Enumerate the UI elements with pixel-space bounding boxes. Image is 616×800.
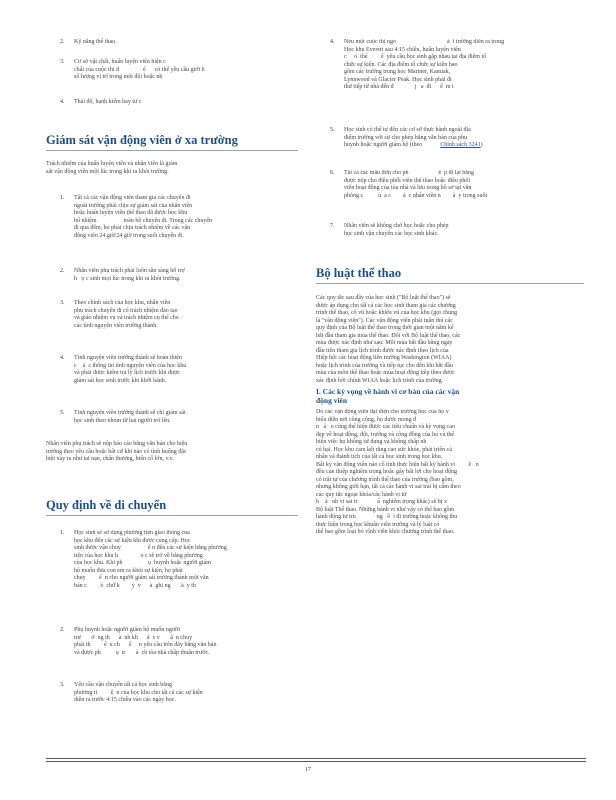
subsection-heading: I. Các kỳ vọng về hành vi cơ bản của các vận động viên: [316, 387, 460, 405]
list-number: 6.: [330, 170, 335, 176]
list-number: 4.: [60, 355, 65, 361]
list-number: 4.: [330, 39, 335, 45]
list-item-text: Tất cả các vận động viên tham gia các chuyến đi ngoài trường phải chịu sự giám sát của nhân viên hoặc huấn luyện viên thể thao đã được học khu bổ nhiệm toàn bộ chuyến đi. Trong các chuyến đi qua đêm, họ phải chịu trách nhiệm về các vận động viên 24 giờ/24 giờ trong suốt chuyến đi.: [74, 195, 212, 239]
list-item-text: Nhân viên sẽ không chở học hoặc cho phép học sinh vận chuyển các học sinh khác.: [344, 223, 449, 237]
footer-rule: [46, 758, 586, 759]
section-paragraph: Các quy tắc sau đây của học sinh ("Bộ luật thể thao") sẽ được áp dụng cho tất cả các học sinh tham gia các chương trình thể thao, cổ vũ hoặc khiêu vũ của học khu (gọi chung là "vận động viên"). Các vận động viên phải tuân thủ các quy định của Bộ luật thể thao trong thời gian một năm kể bắt đầu tham gia mùa thể thao. Đối với Bộ luật thể thao, các mùa được xác định như sau: Mỗi mùa bắt đầu bằng ngày đầu tiên tham gia lịch trình được xác định theo lịch của Hiệp hội các hoạt động liên trường Washington (WIAA) hoặc lịch trình của trường và tiếp tục cho đến khi bắt đầu mùa của môn thể thao hoặc mùa hoạt động tiếp theo được xác định bởi chính WIAA hoặc lịch trình của trường.: [316, 295, 461, 384]
list-item-text: Kỹ năng thể thao.: [74, 39, 117, 45]
list-number: 1.: [60, 195, 65, 201]
heading-rule: [316, 283, 584, 284]
list-item-text: Phụ huynh hoặc người giám hộ muốn người trư ở ng th à nh kh á c v ậ n chuy phát th ể u ch ế n yêu cầu trên đây bằng văn bản và được ph ụ tr á ch tòa nhà chấp thuận trước.: [74, 627, 217, 656]
list-item-text: Học sinh có thể tự đến các cơ sở thực hành ngoài địa điểm trường với sự cho phép bằng văn bản của phụ huynh hoặc người giám hộ (theo Chính sách 3241): [344, 127, 483, 148]
list-item-text: Tất cả các mẫu đơn cho ph ế p đi lại bằng được nộp cho điều phối viên thể thao hoặc điều phối viên hoạt động của tòa nhà và lưu trong hồ sơ tại văn phòng c ủ a c á c nhân viên n à y trong suốt: [344, 170, 488, 199]
list-number: 5.: [330, 127, 335, 133]
section-heading: Giám sát vận động viên ở xa trường: [46, 133, 238, 147]
list-number: 2.: [60, 39, 65, 45]
footer-rule: [46, 761, 586, 762]
list-item-text: Thái độ, hạnh kiểm hay tư c: [74, 99, 142, 105]
list-number: 4.: [60, 99, 65, 105]
heading-rule: [46, 515, 298, 516]
subsection-paragraph: Do các vận động viên đại diện cho trường học của họ v biểu diễn nơi công cộng, họ được mong đ n ả o cũng thể hiện được các tiêu chuẩn và kỳ vọng cao đẹp về hoạt động, đội, trường và cộng đồng của họ và thể hiện việc họ không sử dụng và không chấp nh có hại. Học khu cam kết rằng cao sức khỏe, phát triển cá nhân và thành tích của tất cả học sinh trong học khu. Bất kỳ vận động viên nào cố tình thực hiện bất kỳ hành vi ề n đều can thiệp nghiêm trọng hoặc gây bất lợi cho hoạt động có trật tự của chương trình thể thao của trường (bao gồm, nhưng không giới hạn, tất cả các hành vi sai trái bị cấm theo các quy tắc ngoại khóa/các hành vi từ h à nh vi sai tr ấ nghiêm trọng khác) sẽ bị x Bộ luật Thể thao. Những hành vi như vậy có thể bao gồm hành động tư tru ng ồ i đi trường hoặc không thu thực hiện trong học khuân viên trường và lý luật có thể bao gồm loại bỏ vĩnh viễn khỏi chương trình thể thao.: [316, 409, 479, 535]
list-item-text: Nếu một cuộc thi ngo à i trường diễn ra trong Học khu Everett sau 4:15 chiều, huấn luyện viên c ó thể ể yêu cầu học sinh gặp nhau tại địa điểm tổ chức sự kiện. Các địa điểm tổ chức sự kiện bao gồm các trường trung học Mariner, Kamiak, Lynnwood và Glacier Peak. Học sinh phải đi thử tiếp từ nhà đến đ j a đi ể m t: [344, 39, 505, 90]
list-item-text: Yêu cầu vận chuyển tất cả học sinh bằng phương ti ệ n của học khu cho tất cả các sự kiện diễn ra trước 4:15 chiều vào các ngày học.: [74, 682, 203, 703]
list-number: 5.: [60, 410, 65, 416]
list-number: 2.: [60, 627, 65, 633]
page-number: 17: [305, 767, 311, 773]
list-item-text: Theo chính sách của học khu, nhân viên phụ trách chuyến đi có trách nhiệm đảo tạo và giáo nhiệm vụ và trách nhiệm cụ thể cho các tình nguyện viên trường thành.: [74, 300, 179, 329]
section-intro: Trách nhiệm của huấn luyện viên và nhân viên là giám sát vận động viên một lúc trong khi ra khỏi trường.: [46, 161, 178, 175]
section-outro: Nhân viên phụ trách sẽ nộp báo cáo bằng văn bản cho hiệu trưởng theo yêu cầu hoặc bất cứ khi nào có tình huống đặc biệt xảy ra như tai nạn, chấn thương, biến cố lớn, v.v.: [46, 441, 188, 462]
list-item-body: Học sinh có thể tự đến các cơ sở thực hành ngoài địa điểm trường với sự cho phép bằng văn bản của phụ huynh hoặc người giám hộ (theo: [344, 127, 471, 148]
list-item-text: Nhân viên phụ trách phải luôn sẵn sàng hỗ trợ h ọ c sinh mọi lúc trong khi ra khỏi trường.: [74, 268, 185, 282]
list-item-text: Tình nguyện viên trưởng thành sẽ hoàn thiện c ả c thông tin tình nguyện viên của học khu và phải được kiểm tra lý lịch trước khi được giám sát học sinh trước khi khởi hành.: [74, 355, 187, 384]
section-heading: Quy định về di chuyển: [46, 498, 167, 512]
list-number: 3.: [60, 59, 65, 65]
list-number: 3.: [60, 682, 65, 688]
heading-rule: [46, 150, 298, 151]
list-number: 1.: [60, 530, 65, 536]
section-heading: Bộ luật thể thao: [316, 266, 402, 280]
list-number: 2.: [60, 268, 65, 274]
list-number: 7.: [330, 223, 335, 229]
list-item-text: Học sinh sẽ sử dụng phương tiện giao thông của học khu đến các sự kiện khi được cung cấp. Học sinh được vận chuy ể n đến các sự kiện bằng phương tiện của học khu h ọ c sẽ trở về bằng phương của học khu. Khi ph ụ huynh hoặc người giám hộ muốn đưa con em ra khỏi sự kiện, họ phải chuy ể n cho người giám sát trường thành một văn bản c ó chữ k ý v à ghi ng à y th: [74, 530, 227, 589]
list-number: 3.: [60, 300, 65, 306]
list-item-text: Tình nguyện viên trưởng thành sẽ chỉ giám sát học sinh theo nhóm từ hai người trở lên.: [74, 410, 186, 424]
list-item-text: Cơ sở vật chất, huấn luyện viên hiện c chất của cuộc thi đ ể có thể yêu cầu giới h số lượng vị trí trong một đội hoặc nh: [74, 59, 205, 80]
policy-link[interactable]: Chính sách 3241: [440, 142, 481, 148]
